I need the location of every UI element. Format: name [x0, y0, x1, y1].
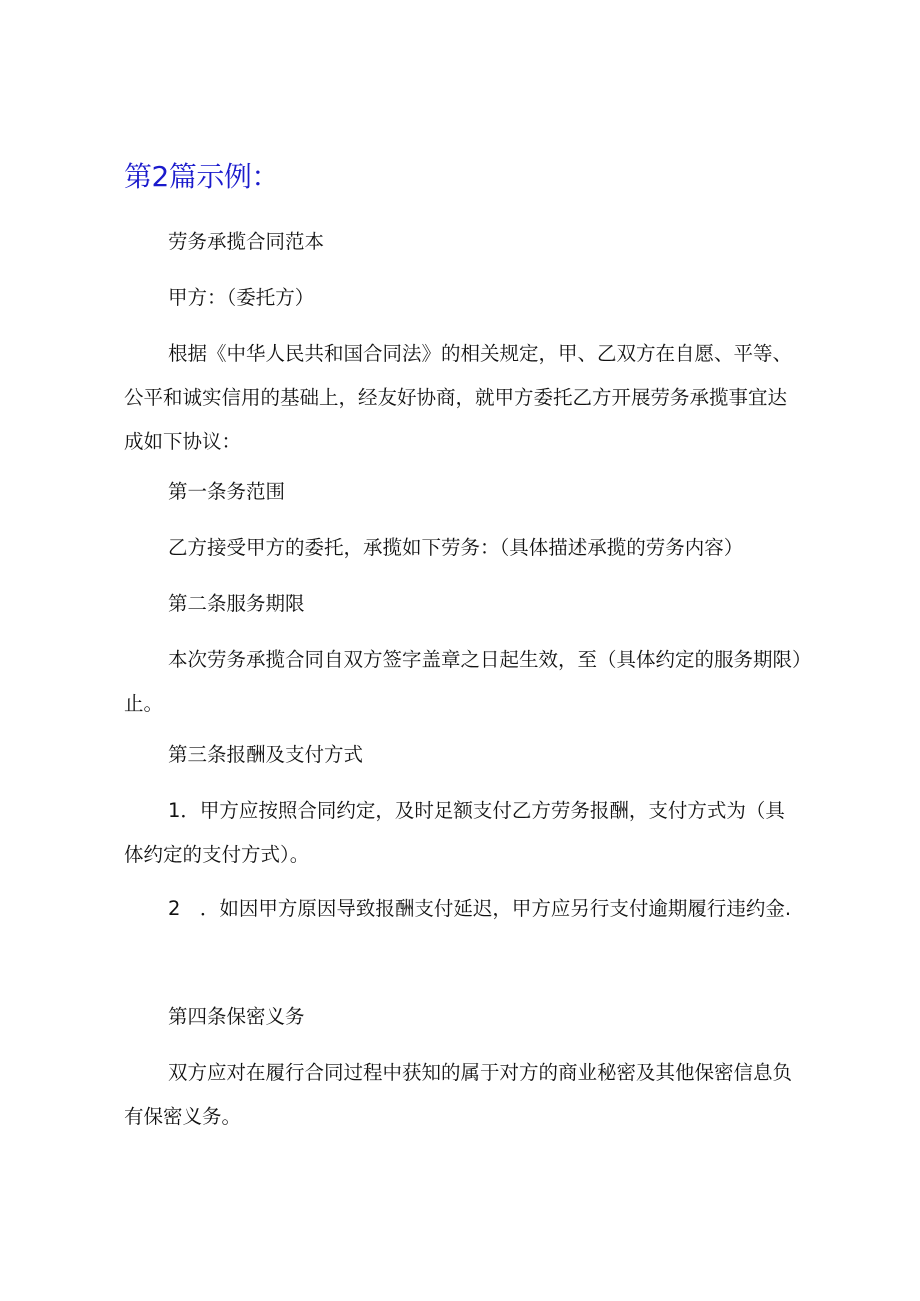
article-2-paragraph: 本次劳务承揽合同自双方签字盖章之日起生效，至（具体约定的服务期限）止。 — [124, 648, 802, 715]
article-2-title: 第二条服务期限 — [168, 592, 305, 615]
page-title: 第2篇示例： — [124, 160, 279, 193]
article-3-clause-2: 2 ．如因甲方原因导致报酬支付延迟，甲方应另行支付逾期履行违约金. — [168, 897, 792, 920]
article-1-title: 第一条务范围 — [168, 480, 286, 503]
article-1-paragraph: 乙方接受甲方的委托，承揽如下劳务：（具体描述承揽的劳务内容） — [168, 536, 744, 559]
article-4-title: 第四条保密义务 — [168, 1005, 305, 1028]
intro-paragraph: 根据《中华人民共和国合同法》的相关规定，甲、乙双方在自愿、平等、公平和诚实信用的基础上，经友好协商，就甲方委托乙方开展劳务承揽事宜达成如下协议： — [124, 342, 793, 453]
article-4-paragraph: 双方应对在履行合同过程中获知的属于对方的商业秘密及其他保密信息负有保密义务。 — [124, 1061, 793, 1128]
article-3-clause-1: 1．甲方应按照合同约定，及时足额支付乙方劳务报酬，支付方式为（具体约定的支付方式）。 — [124, 799, 785, 866]
article-3-title: 第三条报酬及支付方式 — [168, 743, 364, 766]
contract-title: 劳务承揽合同范本 — [168, 230, 325, 253]
party-a-line: 甲方：（委托方） — [168, 286, 315, 309]
